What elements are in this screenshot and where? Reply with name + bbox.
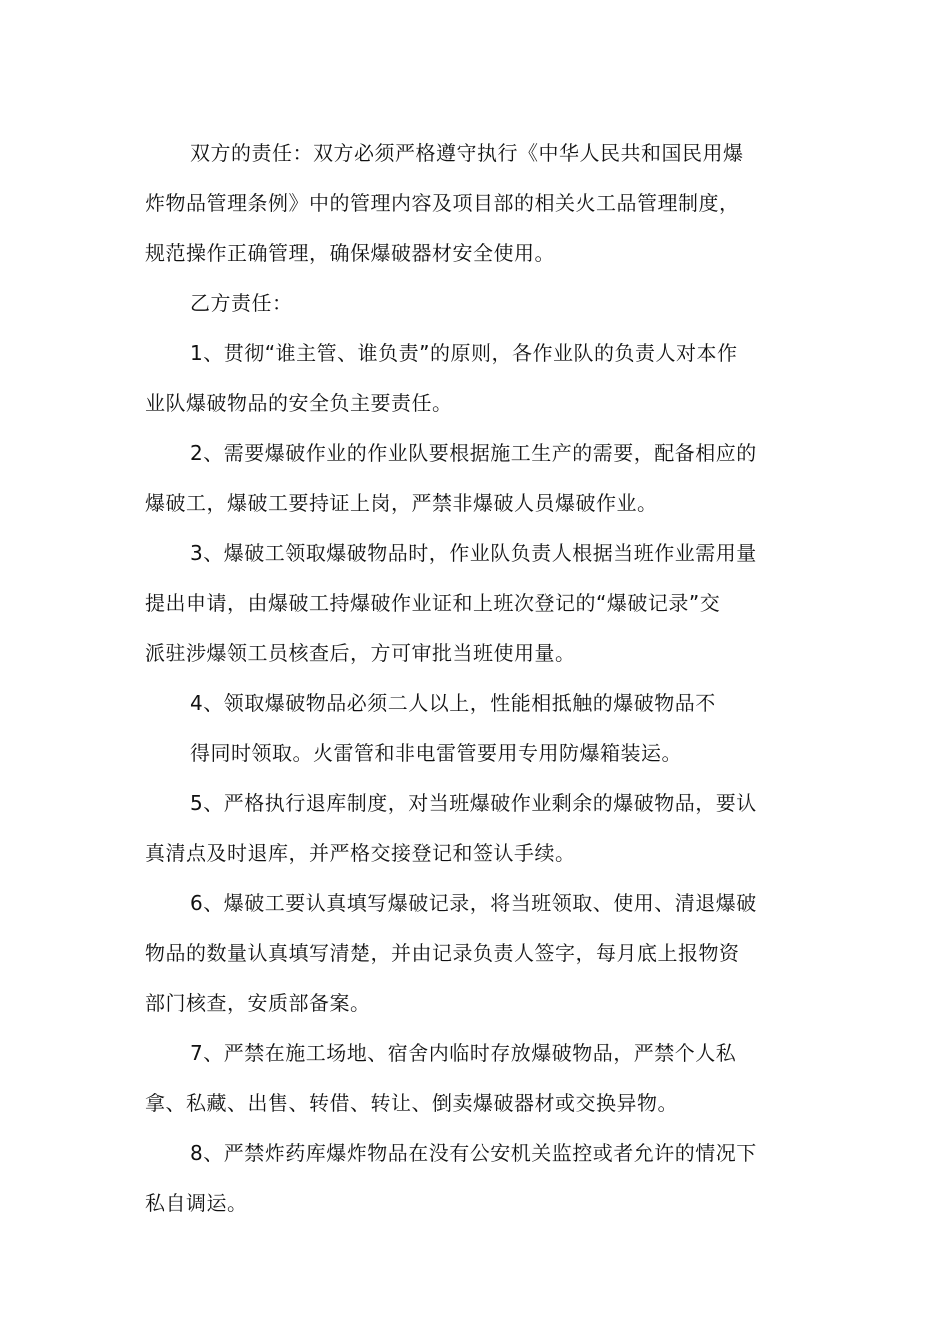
text-line: 爆破工，爆破工要持证上岗，严禁非爆破人员爆破作业。 <box>145 491 658 515</box>
text-line: 2、需要爆破作业的作业队要根据施工生产的需要，配备相应的 <box>190 441 757 465</box>
text-line: 炸物品管理条例》中的管理内容及项目部的相关火工品管理制度， <box>145 191 740 215</box>
section-heading: 乙方责任： <box>190 291 293 315</box>
text-line: 规范操作正确管理，确保爆破器材安全使用。 <box>145 241 555 265</box>
text-line: 1、贯彻“谁主管、谁负责”的原则，各作业队的负责人对本作 <box>190 341 738 365</box>
text-line: 双方的责任：双方必须严格遵守执行《中华人民共和国民用爆 <box>190 141 744 165</box>
document-body <box>145 128 810 1228</box>
text-line: 提出申请，由爆破工持爆破作业证和上班次登记的“爆破记录”交 <box>145 591 721 615</box>
text-line: 业队爆破物品的安全负主要责任。 <box>145 391 453 415</box>
text-line: 派驻涉爆领工员核查后，方可审批当班使用量。 <box>145 641 576 665</box>
text-line: 3、爆破工领取爆破物品时，作业队负责人根据当班作业需用量 <box>190 541 757 565</box>
text-line: 8、严禁炸药库爆炸物品在没有公安机关监控或者允许的情况下 <box>190 1141 757 1165</box>
text-line: 得同时领取。火雷管和非电雷管要用专用防爆箱装运。 <box>190 741 682 765</box>
text-line: 7、严禁在施工场地、宿舍内临时存放爆破物品，严禁个人私 <box>190 1041 737 1065</box>
text-line: 拿、私藏、出售、转借、转让、倒卖爆破器材或交换异物。 <box>145 1091 678 1115</box>
text-line: 部门核查，安质部备案。 <box>145 991 371 1015</box>
text-line: 4、领取爆破物品必须二人以上，性能相抵触的爆破物品不 <box>190 691 716 715</box>
text-line: 6、爆破工要认真填写爆破记录，将当班领取、使用、清退爆破 <box>190 891 757 915</box>
text-line: 物品的数量认真填写清楚，并由记录负责人签字，每月底上报物资 <box>145 941 740 965</box>
text-line: 真清点及时退库，并严格交接登记和签认手续。 <box>145 841 576 865</box>
text-line: 私自调运。 <box>145 1191 248 1215</box>
text-line: 5、严格执行退库制度，对当班爆破作业剩余的爆破物品，要认 <box>190 791 757 815</box>
